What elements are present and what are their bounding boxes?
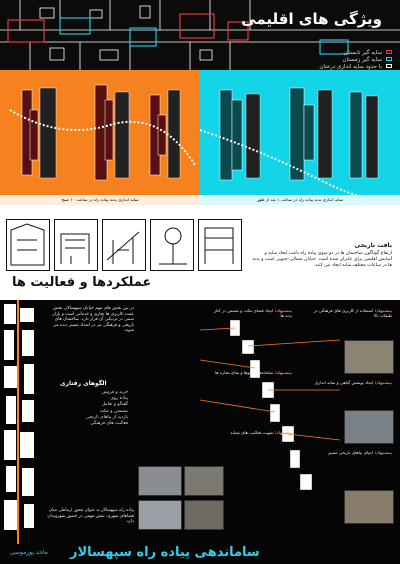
list-item: بازدید از بناهای تاریخی bbox=[85, 414, 128, 420]
functions-text: در بین بخش های مهم خیابان سپهسالار، بخش عمده کاربری ها تجاری و خدماتی است و بازار سنتی در نزدیکی آن قرار دارد. ساختمان های تاریخی و فرهنگی نیز در امتداد مسیر دیده می شوند. bbox=[52, 306, 134, 334]
note-text: استفاده از کاربری های فرهنگی در طبقات بالا bbox=[313, 308, 392, 319]
functions-title: عملکردها و فعالیت ها bbox=[12, 275, 152, 290]
note-text: تقویت فعالیت های شبانه bbox=[230, 430, 274, 435]
building-photo bbox=[344, 490, 394, 524]
note-text: ایجاد فضای مکث و نشیمن در کنار بدنه ها bbox=[213, 308, 292, 319]
behavior-list bbox=[48, 390, 128, 427]
sketch-thumbnail bbox=[102, 219, 146, 271]
note-label: پیشنهاد: bbox=[374, 308, 392, 313]
legend-swatch bbox=[386, 57, 392, 61]
legend bbox=[242, 50, 392, 70]
footer bbox=[0, 544, 400, 564]
sketch-drawing bbox=[7, 220, 48, 269]
morning-shadow-panel bbox=[0, 70, 200, 205]
note-label: پیشنهاد: bbox=[274, 308, 292, 313]
legend-swatch bbox=[386, 64, 392, 68]
sketch-drawing bbox=[199, 220, 240, 269]
street-plan-strip bbox=[0, 300, 40, 544]
note-label: پیشنهاد: bbox=[374, 380, 392, 385]
functions-text-2: پیاده راه سپهسالار به عنوان محور ارتباطی میان فضاهای شهری، نقش مهمی در حضور شهروندان دارد. bbox=[47, 508, 134, 525]
list-item: گفتگو و تعامل bbox=[101, 402, 128, 408]
afternoon-caption: سایه اندازی بدنه پیاده راه در ساعت ۱ بعد از ظهر bbox=[200, 195, 400, 205]
building-photo bbox=[344, 340, 394, 374]
functions-analysis bbox=[0, 300, 400, 544]
note-text: ساماندهی تابلوها و نمای مغازه ها bbox=[215, 370, 274, 375]
note-text: ایجاد پوشش گیاهی و سایه اندازی bbox=[314, 380, 374, 385]
note-label: پیشنهاد: bbox=[374, 450, 392, 455]
morning-caption: سایه اندازی بدنه پیاده راه در ساعت ۱۰ صبح bbox=[0, 195, 200, 205]
note bbox=[310, 380, 392, 385]
street-photo bbox=[138, 466, 182, 496]
morning-shadow-diagram bbox=[0, 70, 200, 195]
afternoon-shadow-diagram bbox=[200, 70, 400, 195]
note-label: پیشنهاد: bbox=[274, 370, 292, 375]
sketch-thumbnail bbox=[6, 219, 50, 271]
legend-item bbox=[242, 57, 392, 63]
sketch-drawing bbox=[55, 220, 96, 269]
note bbox=[210, 370, 292, 375]
list-item: فعالیت های فرهنگی bbox=[90, 421, 128, 427]
street-photo bbox=[138, 500, 182, 530]
intro-heading: بافت تاریخی bbox=[354, 242, 392, 249]
legend-label: سایه گیر تابستان bbox=[343, 50, 382, 56]
sketch-thumbnail bbox=[150, 219, 194, 271]
footer-title: ساماندهی پیاده راه سپهسالار bbox=[70, 545, 260, 560]
note bbox=[310, 308, 392, 319]
legend-item bbox=[242, 50, 392, 56]
note bbox=[210, 308, 292, 319]
legend-label: سایه گیر زمستان bbox=[342, 57, 382, 63]
afternoon-shadow-panel bbox=[200, 70, 400, 205]
building-photo bbox=[344, 410, 394, 444]
functions-intro bbox=[0, 205, 400, 300]
shadow-analysis bbox=[0, 70, 400, 205]
climate-header bbox=[0, 0, 400, 70]
sketch-drawing bbox=[103, 220, 144, 269]
behavior-list-title: الگوهای رفتاری bbox=[60, 380, 107, 387]
intro-block bbox=[252, 243, 392, 269]
sketch-drawing bbox=[151, 220, 192, 269]
intro-text: ارتفاع گوناگون ساختمان ها در دو سوی پیاده راه باعث ایجاد سایه و آسایش اقلیمی برای عابران شده است. خیابان شمالی-جنوبی است و بدنه ها در ساعات مختلف سایه ایجاد می کنند. bbox=[252, 251, 392, 268]
note bbox=[310, 450, 392, 455]
legend-swatch bbox=[386, 50, 392, 54]
note bbox=[210, 430, 292, 435]
street-axonometric bbox=[200, 300, 340, 544]
author-name: ماجد پورموسی bbox=[10, 549, 48, 556]
list-item: پیاده روی bbox=[110, 396, 128, 402]
note-text: احیای بناهای تاریخی مسیر bbox=[327, 450, 374, 455]
sketch-thumbnail bbox=[198, 219, 242, 271]
list-item: نشستن و مکث bbox=[99, 408, 128, 414]
legend-label: با حدود سایه اندازی درختان bbox=[319, 64, 382, 70]
note-label: پیشنهاد: bbox=[274, 430, 292, 435]
page-title: ویژگی های اقلیمی bbox=[241, 10, 382, 28]
list-item: خرید و فروش bbox=[101, 390, 128, 395]
sketch-thumbnail bbox=[54, 219, 98, 271]
